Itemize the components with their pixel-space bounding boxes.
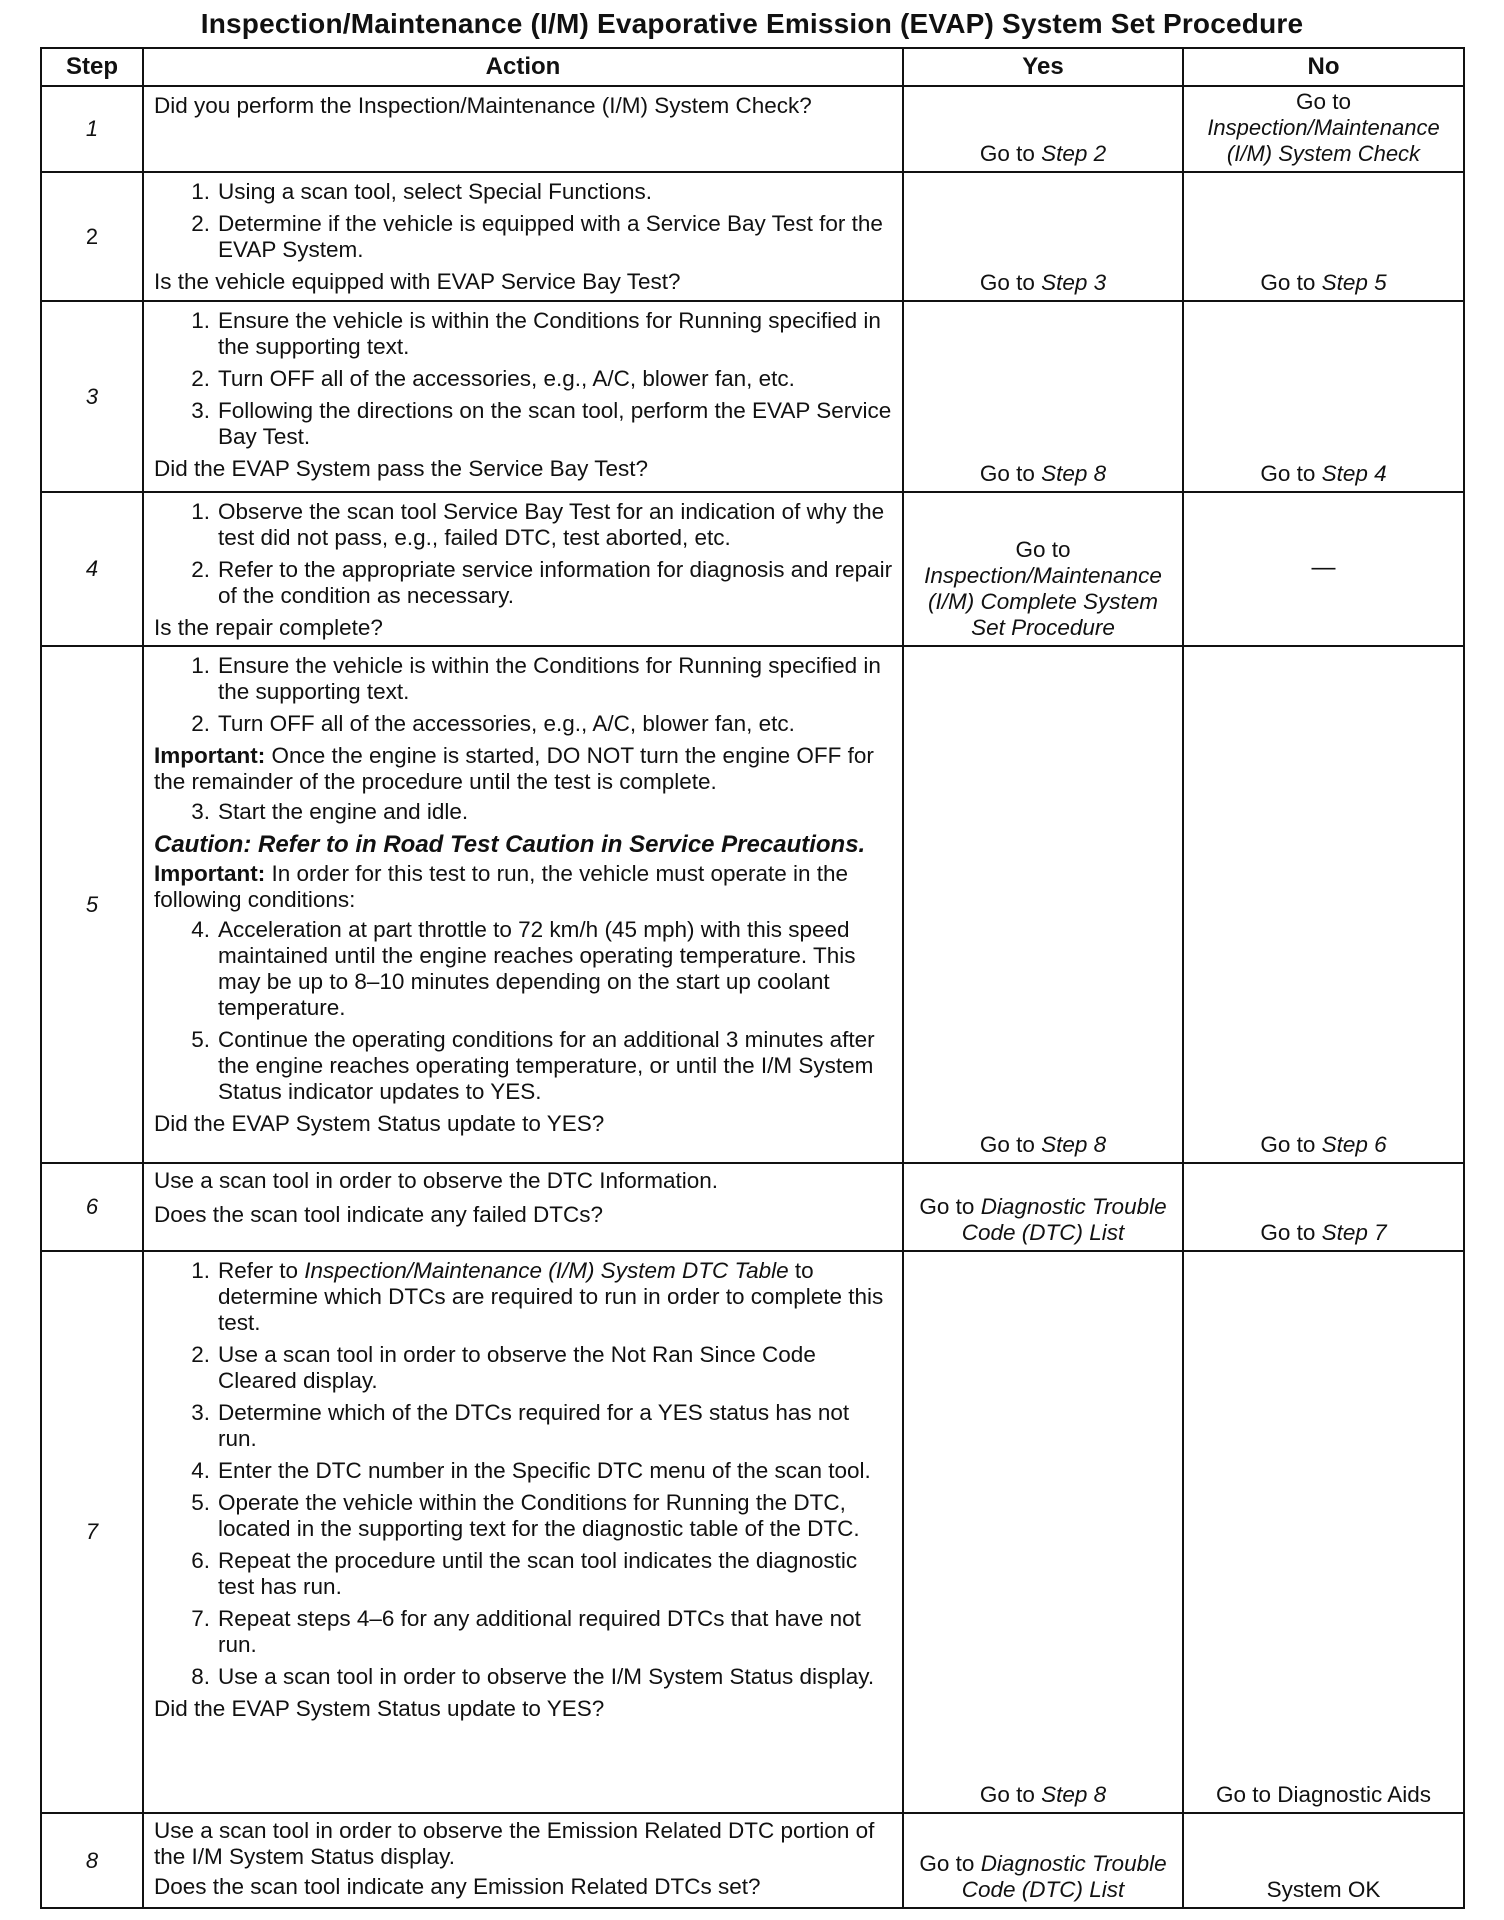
question-text: Did the EVAP System pass the Service Bay Test? <box>154 456 648 481</box>
header-yes: Yes <box>903 48 1183 86</box>
page-title: Inspection/Maintenance (I/M) Evaporative Emission (EVAP) System Set Procedure <box>200 8 1304 39</box>
action-cell <box>143 646 903 1163</box>
list-item: 1. Refer to Inspection/Maintenance (I/M) System DTC Table to determine which DTCs are required to run in order to complete this test. <box>191 1258 884 1335</box>
step-number: 5 <box>41 646 143 1163</box>
question-text: Did you perform the Inspection/Maintenance (I/M) System Check? <box>154 93 812 118</box>
question-text: Does the scan tool indicate any Emission Related DTCs set? <box>154 1874 761 1899</box>
step-number: 2 <box>41 172 143 301</box>
no-link[interactable]: Step 4 <box>1321 461 1387 486</box>
question-text: Is the vehicle equipped with EVAP Service Bay Test? <box>154 269 681 294</box>
no-cell: Go to Step 4 <box>1183 301 1464 492</box>
no-link[interactable]: Go to Diagnostic Aids <box>1215 1782 1432 1807</box>
action-text: Use a scan tool in order to observe the DTC Information. <box>154 1168 719 1193</box>
list-item: 1. Ensure the vehicle is within the Conditions for Running specified in the supporting text. <box>191 308 881 359</box>
important-note: Important: Once the engine is started, DO NOT turn the engine OFF for the remainder of the procedure until the test is complete. <box>154 743 874 794</box>
yes-link[interactable]: Step 2 <box>1041 141 1107 166</box>
no-cell <box>1183 492 1464 646</box>
important-note: Important: In order for this test to run, the vehicle must operate in the following conditions: <box>154 861 849 912</box>
list-item: 2. Use a scan tool in order to observe the Not Ran Since Code Cleared display. <box>191 1342 816 1393</box>
step-number: 7 <box>41 1251 143 1813</box>
action-cell <box>143 492 903 646</box>
action-text: Use a scan tool in order to observe the Emission Related DTC portion of the I/M System Status display. <box>154 1818 875 1869</box>
no-cell <box>1183 1813 1464 1908</box>
table-row <box>41 1251 1464 1813</box>
list-item: 3. Start the engine and idle. <box>191 799 469 824</box>
no-cell: Go to Step 7 <box>1183 1163 1464 1251</box>
step-number: 3 <box>41 301 143 492</box>
table-row <box>41 646 1464 1163</box>
action-cell <box>143 1251 903 1813</box>
table-row <box>41 301 1464 492</box>
yes-cell: Go to Diagnostic Trouble Code (DTC) List <box>903 1813 1183 1908</box>
no-cell: Go to Inspection/Maintenance (I/M) System Check <box>1183 86 1464 172</box>
list-item: 8. Use a scan tool in order to observe the I/M System Status display. <box>191 1664 875 1689</box>
yes-link[interactable]: Step 8 <box>1041 461 1107 486</box>
list-item: 6. Repeat the procedure until the scan tool indicates the diagnostic test has run. <box>191 1548 858 1599</box>
yes-cell: Go to Step 3 <box>903 172 1183 301</box>
action-cell <box>143 1163 903 1251</box>
no-result: System OK <box>1266 1877 1381 1902</box>
list-item: 4. Enter the DTC number in the Specific DTC menu of the scan tool. <box>191 1458 871 1483</box>
action-cell <box>143 86 903 172</box>
list-item: 7. Repeat steps 4–6 for any additional required DTCs that have not run. <box>191 1606 861 1657</box>
table-row <box>41 1163 1464 1251</box>
header-action: Action <box>143 48 903 86</box>
procedure-table <box>40 47 1465 1909</box>
no-cell: Go to Step 6 <box>1183 646 1464 1163</box>
no-link[interactable]: Step 5 <box>1321 270 1387 295</box>
list-item: 3. Following the directions on the scan tool, perform the EVAP Service Bay Test. <box>191 398 892 449</box>
list-item: 5. Operate the vehicle within the Conditions for Running the DTC, located in the supporting text for the diagnostic table of the DTC. <box>191 1490 860 1541</box>
question-text: Did the EVAP System Status update to YES? <box>154 1111 605 1136</box>
yes-link[interactable]: Diagnostic Trouble Code (DTC) List <box>961 1851 1167 1902</box>
caution-note: Caution: Refer to in Road Test Caution in Service Precautions. <box>154 831 866 858</box>
table-row <box>41 1813 1464 1908</box>
list-item: 1. Observe the scan tool Service Bay Test for an indication of why the test did not pass, e.g., failed DTC, test aborted, etc. <box>191 499 885 550</box>
step-number: 6 <box>41 1163 143 1251</box>
question-text: Does the scan tool indicate any failed DTCs? <box>154 1202 603 1227</box>
yes-cell: Go to Step 8 <box>903 1251 1183 1813</box>
list-item: 5. Continue the operating conditions for an additional 3 minutes after the engine reaches operating temperature, or until the I/M System Status indicator updates to YES. <box>191 1027 875 1104</box>
yes-cell: Go to Step 8 <box>903 301 1183 492</box>
question-text: Is the repair complete? <box>154 615 383 640</box>
header-row <box>41 48 1464 86</box>
question-text: Did the EVAP System Status update to YES? <box>154 1696 605 1721</box>
yes-link[interactable]: Step 8 <box>1041 1782 1107 1807</box>
table-row <box>41 86 1464 172</box>
list-item: 2. Turn OFF all of the accessories, e.g., A/C, blower fan, etc. <box>191 711 795 736</box>
yes-cell: Go to Step 2 <box>903 86 1183 172</box>
list-item: 3. Determine which of the DTCs required for a YES status has not run. <box>191 1400 850 1451</box>
yes-link[interactable]: Inspection/Maintenance (I/M) Complete System Set Procedure <box>924 563 1162 640</box>
list-item: 1. Using a scan tool, select Special Functions. <box>191 179 652 204</box>
yes-link[interactable]: Diagnostic Trouble Code (DTC) List <box>961 1194 1167 1245</box>
table-row <box>41 172 1464 301</box>
header-no: No <box>1183 48 1464 86</box>
yes-cell: Go to Inspection/Maintenance (I/M) Complete System Set Procedure <box>903 492 1183 646</box>
step-number: 1 <box>41 86 143 172</box>
no-link[interactable]: Step 7 <box>1321 1220 1387 1245</box>
list-item: 4. Acceleration at part throttle to 72 km/h (45 mph) with this speed maintained until the engine reaches operating temperature. This may be up to 8–10 minutes depending on the start up coolant temperature. <box>191 917 856 1020</box>
yes-cell: Go to Diagnostic Trouble Code (DTC) List <box>903 1163 1183 1251</box>
list-item: 2. Determine if the vehicle is equipped with a Service Bay Test for the EVAP System. <box>191 211 883 262</box>
list-item: 2. Turn OFF all of the accessories, e.g., A/C, blower fan, etc. <box>191 366 795 391</box>
no-dash: — <box>1311 554 1336 581</box>
action-cell <box>143 172 903 301</box>
yes-link[interactable]: Step 8 <box>1041 1132 1107 1157</box>
action-cell <box>143 1813 903 1908</box>
no-link[interactable]: Inspection/Maintenance (I/M) System Check <box>1207 115 1440 166</box>
table-row <box>41 492 1464 646</box>
action-cell <box>143 301 903 492</box>
no-cell <box>1183 1251 1464 1813</box>
dtc-table-link[interactable]: Inspection/Maintenance (I/M) System DTC Table <box>304 1258 789 1283</box>
list-item: 2. Refer to the appropriate service information for diagnosis and repair of the condition as necessary. <box>191 557 893 608</box>
yes-cell: Go to Step 8 <box>903 646 1183 1163</box>
list-item: 1. Ensure the vehicle is within the Conditions for Running specified in the supporting text. <box>191 653 881 704</box>
step-number: 4 <box>41 492 143 646</box>
yes-link[interactable]: Step 3 <box>1041 270 1107 295</box>
no-link[interactable]: Step 6 <box>1321 1132 1387 1157</box>
no-cell: Go to Step 5 <box>1183 172 1464 301</box>
header-step: Step <box>41 48 143 86</box>
step-number: 8 <box>41 1813 143 1908</box>
